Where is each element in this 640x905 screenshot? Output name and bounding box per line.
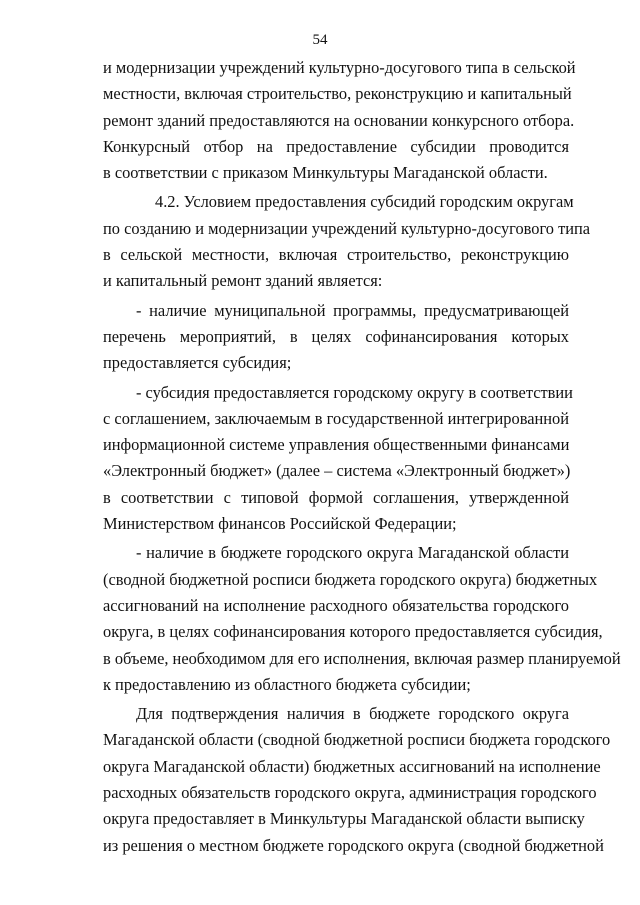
text-line: перечень мероприятий, в целях софинансирования которых <box>103 326 569 346</box>
page-number: 54 <box>312 32 328 48</box>
text-line: в соответствии с типовой формой соглашения, утвержденной <box>103 487 569 507</box>
paragraph-clause-4-2 <box>103 189 591 294</box>
text-line: к предоставлению из областного бюджета субсидии; <box>103 674 471 694</box>
text-line: Для подтверждения наличия в бюджете городского округа <box>136 704 569 724</box>
text-line: округа предоставляет в Минкультуры Магаданской области выписку <box>103 809 585 829</box>
text-line: Магаданской области (сводной бюджетной росписи бюджета городского <box>103 730 611 750</box>
document-body <box>103 55 621 859</box>
text-line: 4.2. Условием предоставления субсидий городским округам <box>155 192 574 212</box>
list-item-budget-allocations <box>103 540 621 698</box>
text-line: информационной системе управления общественными финансами <box>103 435 570 455</box>
text-line: и капитальный ремонт зданий является: <box>103 271 383 291</box>
text-line: - наличие в бюджете городского округа Магаданской области <box>136 543 569 563</box>
text-line: - субсидия предоставляется городскому округу в соответствии <box>136 382 573 402</box>
text-line: расходных обязательств городского округа, администрация городского <box>103 783 597 803</box>
text-line: ремонт зданий предоставляются на основании конкурсного отбора. <box>103 110 575 130</box>
text-line: Конкурсный отбор на предоставление субсидии проводится <box>103 136 569 156</box>
text-line: в соответствии с приказом Минкультуры Магаданской области. <box>103 163 548 183</box>
text-line: (сводной бюджетной росписи бюджета городского округа) бюджетных <box>103 569 598 589</box>
list-item-agreement <box>103 380 573 538</box>
text-line: округа, в целях софинансирования которого предоставляется субсидия, <box>103 622 603 642</box>
text-line: ассигнований на исполнение расходного обязательства городского <box>103 595 569 615</box>
text-line: в объеме, необходимом для его исполнения, включая размер планируемой <box>103 648 621 668</box>
text-line: «Электронный бюджет» (далее – система «Электронный бюджет») <box>103 461 571 481</box>
text-line: из решения о местном бюджете городского округа (сводной бюджетной <box>103 835 604 855</box>
text-line: Министерством финансов Российской Федерации; <box>103 514 457 534</box>
text-line: в сельской местности, включая строительство, реконструкцию <box>103 245 569 265</box>
paragraph-confirmation <box>103 701 611 859</box>
text-line: и модернизации учреждений культурно-досугового типа в сельской <box>103 58 576 77</box>
text-line: предоставляется субсидия; <box>103 353 292 373</box>
list-item-municipal-program <box>103 298 569 377</box>
text-line: по созданию и модернизации учреждений культурно-досугового типа <box>103 218 591 238</box>
text-line: - наличие муниципальной программы, предусматривающей <box>136 300 569 320</box>
text-line: округа Магаданской области) бюджетных ассигнований на исполнение <box>103 756 601 776</box>
text-line: с соглашением, заключаемым в государственной интегрированной <box>103 408 569 428</box>
text-line: местности, включая строительство, реконструкцию и капитальный <box>103 84 572 104</box>
paragraph-continuation <box>103 55 576 186</box>
